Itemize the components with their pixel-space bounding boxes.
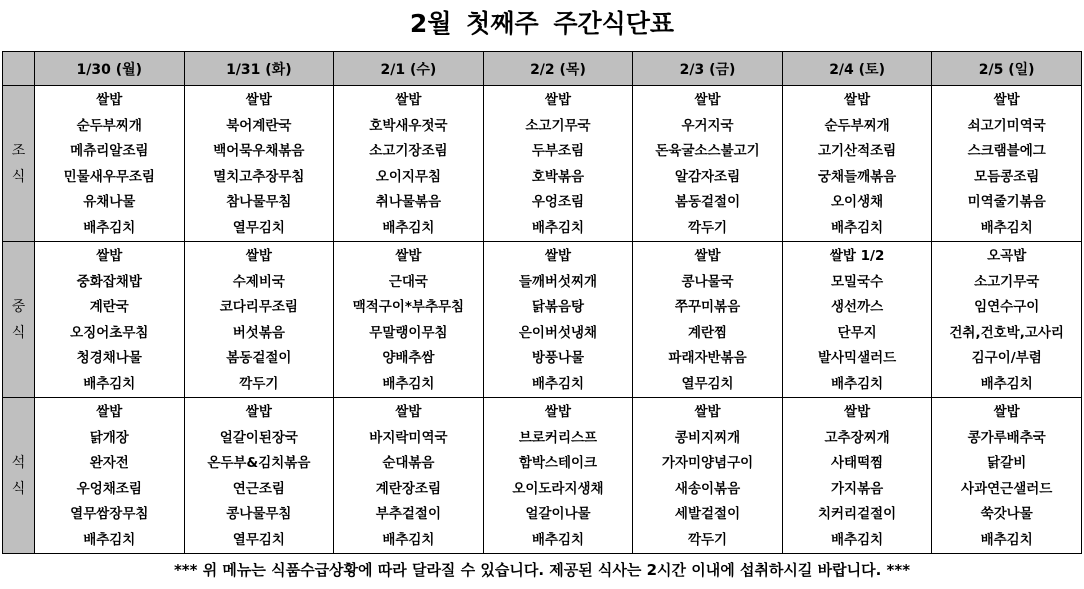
menu-cell	[782, 398, 932, 554]
menu-item: 취나물볶음	[375, 194, 442, 210]
menu-item: 고기산적조림	[817, 143, 897, 159]
menu-cell	[334, 398, 484, 554]
menu-item: 쌀밥 1/2	[829, 248, 885, 264]
menu-item: 배추김치	[831, 375, 884, 392]
meal-label	[3, 242, 35, 398]
menu-item: 호박볶음	[531, 168, 585, 185]
menu-item: 쇠고기미역국	[967, 117, 1046, 134]
menu-item: 쌀밥	[544, 404, 572, 420]
meal-row	[3, 398, 1082, 554]
menu-cell	[932, 242, 1082, 398]
menu-item: 쌀밥	[96, 92, 123, 108]
menu-cell	[334, 242, 484, 398]
menu-item: 궁채들깨볶음	[817, 168, 897, 185]
menu-cell	[483, 398, 633, 554]
menu-item: 콩나물국	[681, 273, 734, 290]
menu-item: 코다리무조림	[219, 299, 298, 315]
menu-item: 완자전	[89, 455, 129, 471]
menu-item: 방풍나물	[531, 350, 585, 366]
menu-item: 김구이/부렴	[971, 350, 1042, 366]
menu-item: 메츄리알조림	[70, 143, 149, 159]
menu-item: 쌀밥	[694, 92, 721, 108]
menu-item: 콩나물무침	[226, 506, 292, 522]
menu-cell	[782, 86, 932, 242]
day-header: 2/1 (수)	[334, 52, 484, 86]
meal-label-char: 석	[11, 454, 26, 471]
menu-item: 북어계란국	[226, 117, 292, 134]
menu-item: 순두부찌개	[76, 117, 142, 134]
meal-label-char: 중	[11, 298, 26, 315]
menu-item: 닭개장	[89, 429, 129, 446]
weekly-menu-table	[2, 51, 1082, 554]
menu-item: 배추김치	[83, 219, 136, 236]
menu-item: 들깨버섯찌개	[518, 273, 598, 290]
menu-cell	[184, 242, 334, 398]
menu-item: 배추김치	[382, 219, 435, 236]
menu-item: 배추김치	[831, 219, 884, 236]
menu-item: 바지락미역국	[369, 429, 448, 446]
menu-item: 배추김치	[980, 531, 1033, 548]
menu-cell	[184, 86, 334, 242]
menu-item: 쌀밥	[993, 404, 1020, 420]
menu-item: 참나물무침	[226, 194, 292, 210]
menu-item: 배추김치	[382, 375, 435, 392]
menu-item: 알감자조림	[674, 168, 741, 185]
menu-item: 콩가루배추국	[967, 429, 1046, 446]
menu-item: 수제비국	[232, 273, 285, 290]
menu-cell	[483, 86, 633, 242]
menu-item: 쌀밥	[96, 248, 123, 264]
menu-item: 우거지국	[681, 117, 734, 134]
menu-item: 오징어초무침	[70, 324, 149, 341]
menu-item: 돈육굴소스불고기	[655, 143, 760, 159]
menu-item: 부추겉절이	[375, 506, 442, 522]
menu-item: 함박스테이크	[518, 455, 598, 471]
menu-item: 배추김치	[382, 531, 435, 548]
menu-item: 배추김치	[531, 531, 585, 548]
menu-item: 배추김치	[531, 375, 585, 392]
menu-item: 순두부찌개	[824, 117, 890, 134]
menu-item: 깍두기	[687, 219, 728, 236]
page-title: 2월 첫째주 주간식단표	[409, 9, 675, 38]
menu-item: 닭볶음탕	[531, 299, 585, 315]
footer-notice: *** 위 메뉴는 식품수급상황에 따라 달라질 수 있습니다. 제공된 식사는 2시간 이내에 섭취하시길 바랍니다. ***	[173, 561, 911, 579]
meal-label-char: 식	[11, 324, 26, 341]
day-header: 1/30 (월)	[35, 52, 185, 86]
menu-item: 계란장조림	[375, 480, 442, 497]
meal-label-char: 조	[11, 142, 26, 159]
menu-item: 깍두기	[687, 531, 728, 548]
day-header: 2/4 (토)	[782, 52, 932, 86]
meal-rows	[3, 86, 1082, 554]
day-header: 2/3 (금)	[633, 52, 783, 86]
menu-item: 양배추쌈	[382, 350, 435, 366]
menu-item: 은이버섯냉채	[518, 324, 598, 341]
menu-item: 소고기무국	[974, 273, 1040, 290]
menu-item: 무말랭이무침	[369, 324, 448, 341]
menu-item: 미역줄기볶음	[967, 194, 1046, 210]
menu-item: 봄동겉절이	[674, 194, 741, 210]
menu-cell	[932, 86, 1082, 242]
meal-label	[3, 398, 35, 554]
menu-item: 파래자반볶음	[668, 350, 747, 366]
menu-item: 쭈꾸미볶음	[674, 299, 741, 315]
menu-item: 얼갈이된장국	[219, 429, 298, 446]
menu-item: 깍두기	[239, 375, 279, 392]
menu-item: 온두부&김치볶음	[207, 455, 311, 471]
menu-item: 가자미양념구이	[661, 455, 754, 471]
menu-item: 사과연근샐러드	[961, 480, 1053, 497]
menu-item: 멸치고추장무침	[213, 168, 305, 185]
menu-item: 콩비지찌개	[674, 429, 741, 446]
menu-item: 쌀밥	[96, 404, 123, 420]
menu-cell	[633, 86, 783, 242]
menu-cell	[184, 398, 334, 554]
menu-cell	[932, 398, 1082, 554]
menu-item: 배추김치	[83, 375, 136, 392]
menu-item: 중화잡채밥	[76, 273, 142, 290]
menu-cell	[483, 242, 633, 398]
menu-item: 쌀밥	[245, 404, 272, 420]
menu-item: 스크램블에그	[967, 143, 1046, 159]
meal-row	[3, 86, 1082, 242]
menu-item: 배추김치	[531, 219, 585, 236]
menu-item: 유채나물	[83, 194, 136, 210]
menu-item: 쑥갓나물	[980, 506, 1033, 522]
menu-item: 오이생채	[831, 194, 884, 210]
menu-item: 모밀국수	[831, 273, 884, 290]
menu-item: 배추김치	[980, 375, 1033, 392]
menu-item: 쌀밥	[245, 92, 272, 108]
menu-item: 쌀밥	[694, 248, 721, 264]
menu-item: 우엉채조림	[76, 480, 142, 497]
menu-cell	[633, 398, 783, 554]
menu-item: 우엉조림	[531, 194, 585, 210]
menu-item: 모듬콩조림	[974, 168, 1040, 185]
menu-item: 배추김치	[83, 531, 136, 548]
menu-cell	[633, 242, 783, 398]
menu-item: 열무김치	[232, 219, 285, 236]
menu-item: 쌀밥	[844, 92, 871, 108]
menu-item: 민물새우무조림	[63, 168, 155, 185]
menu-item: 얼갈이나물	[525, 506, 591, 522]
menu-item: 열무김치	[681, 375, 734, 392]
menu-item: 닭갈비	[987, 455, 1027, 471]
menu-item: 백어묵우채볶음	[213, 143, 305, 159]
menu-cell	[334, 86, 484, 242]
menu-cell	[35, 86, 185, 242]
menu-item: 계란찜	[687, 324, 728, 341]
menu-cell	[35, 398, 185, 554]
menu-item: 임연수구이	[974, 299, 1040, 315]
menu-item: 근대국	[388, 273, 428, 290]
menu-item: 치커리겉절이	[817, 506, 897, 522]
day-header: 2/5 (일)	[932, 52, 1082, 86]
menu-item: 맥적구이*부추무침	[352, 299, 465, 315]
header-row	[3, 52, 1082, 86]
menu-item: 쌀밥	[694, 404, 721, 420]
menu-item: 새송이볶음	[674, 480, 741, 497]
day-header: 1/31 (화)	[184, 52, 334, 86]
menu-item: 계란국	[89, 299, 129, 315]
menu-item: 가지볶음	[831, 480, 884, 497]
corner-cell	[3, 52, 35, 86]
menu-item: 쌀밥	[395, 404, 422, 420]
menu-item: 쌀밥	[993, 92, 1020, 108]
menu-item: 오이도라지생채	[512, 480, 604, 497]
menu-item: 오곡밥	[987, 248, 1027, 264]
menu-item: 열무김치	[232, 531, 285, 548]
menu-item: 봄동겉절이	[226, 350, 292, 366]
meal-label-char: 식	[11, 168, 26, 185]
menu-item: 고추장찌개	[824, 429, 890, 446]
menu-item: 세발겉절이	[674, 506, 741, 522]
menu-cell	[35, 242, 185, 398]
menu-item: 호박새우젓국	[369, 117, 448, 134]
menu-item: 발사믹샐러드	[817, 350, 897, 366]
menu-item: 쌀밥	[395, 248, 422, 264]
menu-item: 쌀밥	[544, 92, 572, 108]
menu-item: 배추김치	[831, 531, 884, 548]
menu-item: 청경채나물	[76, 350, 142, 366]
menu-item: 쌀밥	[844, 404, 871, 420]
menu-item: 단무지	[837, 324, 877, 341]
menu-item: 배추김치	[980, 219, 1033, 236]
day-header: 2/2 (목)	[483, 52, 633, 86]
menu-item: 연근조림	[232, 480, 285, 497]
meal-row	[3, 242, 1082, 398]
menu-item: 쌀밥	[395, 92, 422, 108]
menu-item: 생선까스	[831, 299, 884, 315]
menu-item: 사태떡찜	[831, 455, 884, 471]
menu-cell	[782, 242, 932, 398]
menu-item: 버섯볶음	[232, 324, 285, 341]
menu-item: 열무쌈장무침	[70, 506, 149, 522]
meal-label-char: 식	[11, 480, 26, 497]
meal-label	[3, 86, 35, 242]
menu-item: 브로커리스프	[518, 429, 598, 446]
menu-item: 소고기장조림	[369, 143, 448, 159]
menu-item: 소고기무국	[525, 117, 591, 134]
menu-item: 순대볶음	[382, 455, 435, 471]
menu-item: 오이지무침	[375, 168, 442, 185]
menu-item: 건취,건호박,고사리	[949, 324, 1064, 341]
menu-item: 쌀밥	[544, 248, 572, 264]
menu-item: 두부조림	[531, 143, 585, 159]
menu-item: 쌀밥	[245, 248, 272, 264]
